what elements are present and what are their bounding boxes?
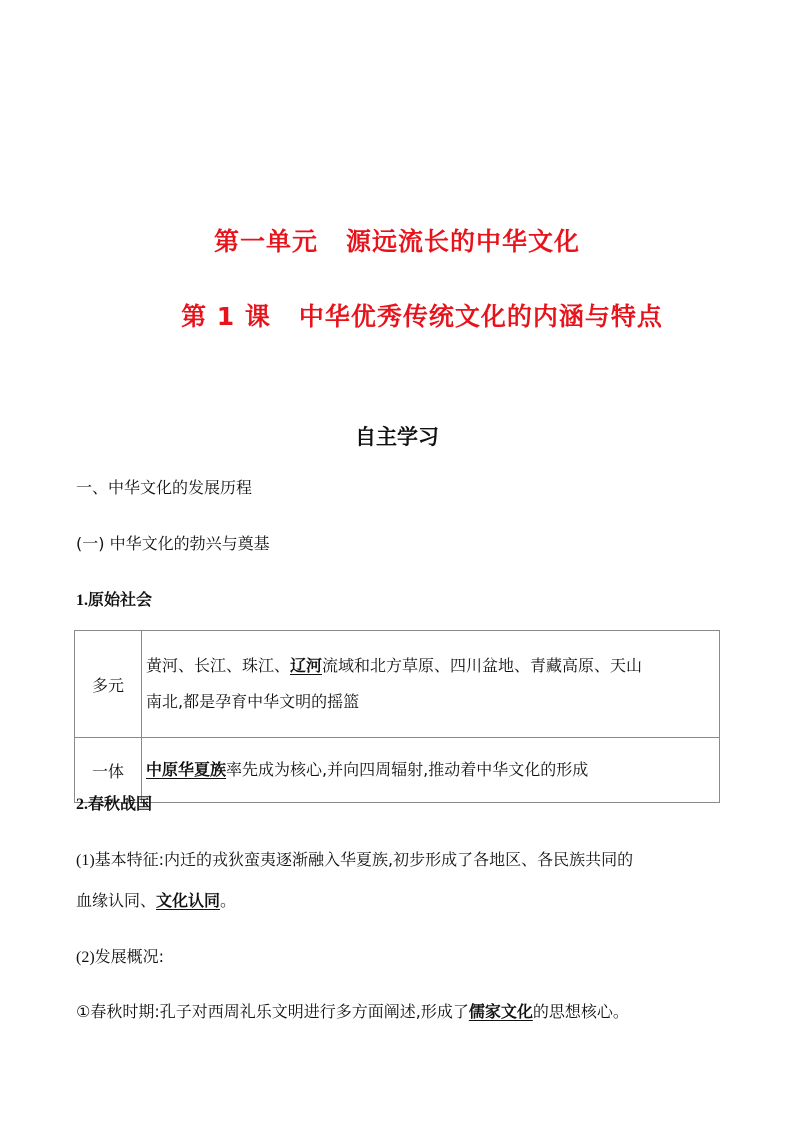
highlight-cultural-identity: 文化认同 (156, 891, 221, 910)
row1-text-b: 流域和北方草原、四川盆地、青藏高原、天山 (322, 656, 643, 675)
basic-features-end: 。 (220, 891, 237, 910)
unit-name: 源远流长的中华文化 (346, 227, 581, 256)
lesson-title (0, 297, 794, 333)
basic-features-line1 (76, 842, 633, 879)
part1-number: 1. (76, 592, 88, 609)
primitive-society-table (74, 630, 720, 803)
highlight-confucian: 儒家文化 (468, 1002, 533, 1021)
spring-autumn-line (76, 994, 629, 1030)
spring-autumn-text-b: 的思想核心。 (532, 1002, 629, 1021)
part1-title: 原始社会 (88, 590, 153, 609)
row1-text-a: 黄河、长江、珠江、 (146, 656, 291, 675)
part2-heading (76, 786, 726, 823)
item-label-1: (1) (76, 852, 95, 869)
highlight-huaxia: 中原华夏族 (146, 760, 227, 779)
row-value-diverse (142, 631, 720, 738)
overview-text: 发展概况: (94, 947, 165, 966)
highlight-liaohe: 辽河 (290, 656, 323, 675)
basic-features-text-b: 血缘认同、 (76, 891, 157, 910)
spring-autumn-text-a: ①春秋时期:孔子对西周礼乐文明进行多方面阐述,形成了 (76, 1002, 469, 1021)
unit-title (0, 222, 794, 258)
row-key-unity: 一体 (75, 738, 142, 803)
row1-text-c: 南北,都是孕育中华文明的摇篮 (146, 692, 360, 711)
lesson-number: 第 1 课 (181, 302, 271, 331)
item-label-2: (2) (76, 949, 95, 966)
lesson-name: 中华优秀传统文化的内涵与特点 (298, 302, 663, 331)
part2-number: 2. (76, 796, 88, 813)
part2-title: 春秋战国 (88, 794, 153, 813)
row-key-diverse: 多元 (75, 631, 142, 738)
row2-text: 率先成为核心,并向四周辐射,推动着中华文化的形成 (226, 760, 589, 779)
part1-heading (76, 582, 726, 619)
heading-development: 一、中华文化的发展历程 (76, 478, 253, 497)
table-row (75, 631, 720, 738)
basic-features-text: 基本特征:内迁的戎狄蛮夷逐渐融入华夏族,初步形成了各地区、各民族共同的 (94, 850, 634, 869)
unit-number: 第一单元 (213, 227, 318, 256)
section-title: 自主学习 (355, 425, 439, 449)
development-overview (76, 939, 164, 976)
basic-features-line2 (76, 883, 236, 919)
heading-rise: (一) 中华文化的勃兴与奠基 (76, 534, 270, 553)
